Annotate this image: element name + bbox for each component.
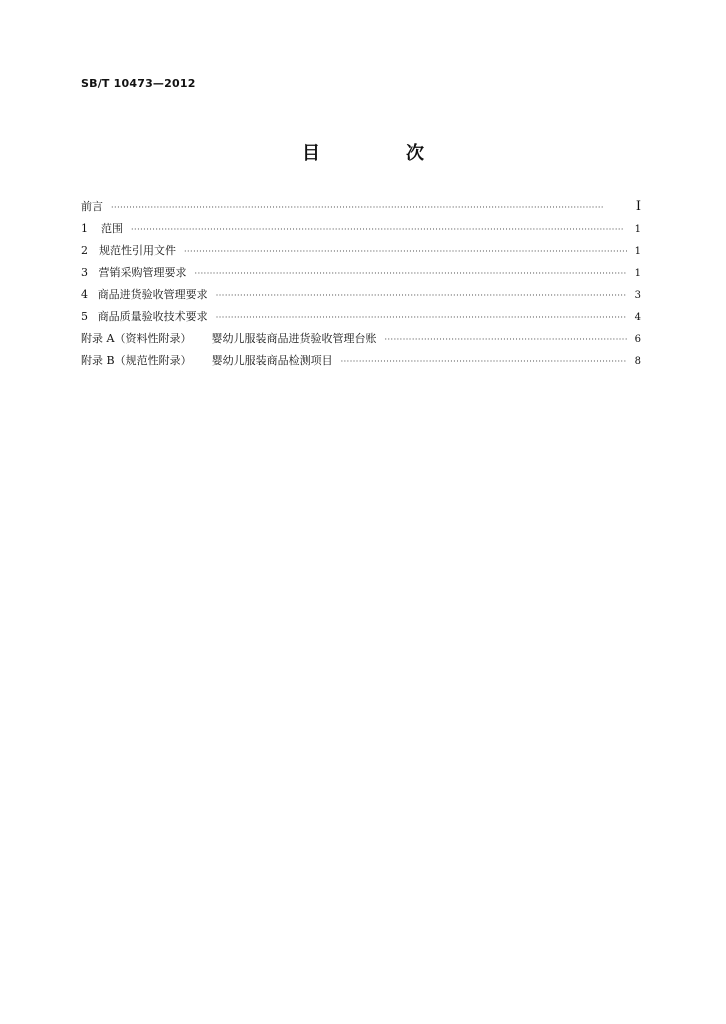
toc-entry-label: 商品质量验收技术要求	[97, 310, 208, 323]
toc-entry-scope[interactable]	[81, 220, 641, 242]
toc-entry-label: 商品进货验收管理要求	[97, 288, 208, 301]
standard-code: SB/T 10473—2012	[81, 77, 196, 90]
toc-entry-label: 营销采购管理要求	[98, 266, 187, 279]
toc-entry-page: 1	[634, 268, 641, 279]
toc-entry-number: 5	[81, 310, 88, 323]
toc-entry-subtitle: 婴幼儿服装商品进货验收管理台账	[211, 332, 377, 345]
toc-entry-number: 3	[81, 266, 88, 279]
toc-entry-number: 1	[81, 222, 88, 235]
toc-leader-dots	[216, 291, 627, 300]
toc-entry-label: 范围	[101, 222, 123, 235]
toc-leader-dots	[384, 335, 627, 344]
toc-entry-label: 附录 B（规范性附录）	[81, 354, 192, 367]
toc-entry-label: 规范性引用文件	[98, 244, 176, 257]
toc-entry-page: 8	[634, 356, 641, 367]
toc-entry-number: 4	[81, 288, 88, 301]
toc-entry-label: 前言	[81, 200, 103, 213]
toc-entry-appendix-a[interactable]	[81, 330, 641, 352]
toc-entry-page: 4	[634, 312, 641, 323]
toc-entry-page: 6	[634, 334, 641, 345]
toc-entry-page: 1	[634, 224, 641, 235]
toc-entry-page: 3	[634, 290, 641, 301]
toc-entry-page: 1	[634, 246, 641, 257]
toc-entry-page: Ⅰ	[635, 199, 641, 214]
toc-entry-quality-requirements[interactable]	[81, 308, 641, 330]
toc-leader-dots	[195, 269, 627, 278]
toc-leader-dots	[131, 225, 627, 234]
page-title: 目 次	[302, 143, 458, 164]
toc-leader-dots	[111, 203, 627, 212]
toc-leader-dots	[184, 247, 627, 256]
toc-entry-number: 2	[81, 244, 88, 257]
toc-entry-acceptance-requirements[interactable]	[81, 286, 641, 308]
toc-entry-appendix-b[interactable]	[81, 352, 641, 374]
toc-entry-normative-references[interactable]	[81, 242, 641, 264]
toc-entry-subtitle: 婴幼儿服装商品检测项目	[211, 354, 333, 367]
toc-entry-procurement-requirements[interactable]	[81, 264, 641, 286]
toc-entry-foreword[interactable]	[81, 198, 641, 220]
toc-leader-dots	[216, 313, 627, 322]
toc-leader-dots	[341, 357, 627, 366]
table-of-contents	[81, 198, 641, 374]
toc-entry-label: 附录 A（资料性附录）	[81, 332, 192, 345]
